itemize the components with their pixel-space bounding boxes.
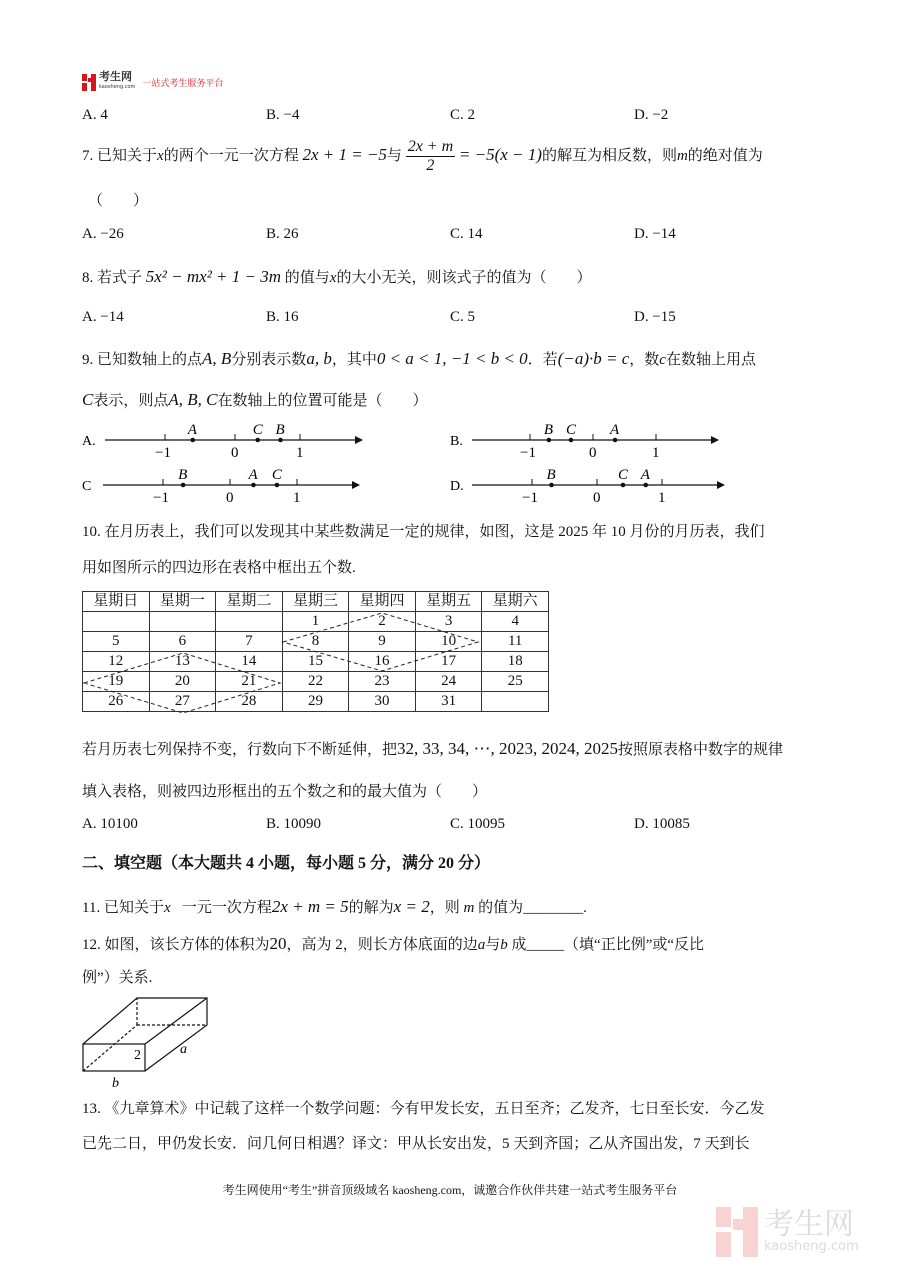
q12-stem: 12. 如图，该长方体的体积为20，高为 2，则长方体底面的边a与b 成_____（填“正比例”或“反比	[82, 934, 705, 953]
side-a-label: a	[180, 1042, 187, 1057]
q11-stem: 11. 已知关于x 一元一次方程2x + m = 5的解为x = 2，则 m 的值为________.	[82, 897, 587, 916]
q10-line3: 若月历表七列保持不变，行数向下不断延伸，把32, 33, 34, ⋯, 2023, 2024, 2025按照原表格中数字的规律	[82, 739, 784, 758]
point-C	[255, 438, 260, 443]
point-label: B	[546, 467, 556, 483]
option-b: B. 16	[266, 309, 299, 325]
header-cell: 星期一	[149, 592, 216, 612]
number-line	[82, 422, 363, 461]
date-cell: 4	[482, 612, 549, 632]
date-cell: 17	[415, 652, 482, 672]
q13-line2: 已先二日，甲仍发长安．问几何日相遇？译文：甲从长安出发，5 天到齐国；乙从齐国出发，7 天到长	[82, 1136, 750, 1152]
point-C	[569, 438, 574, 443]
date-cell: 8	[282, 632, 349, 652]
answer-paren: （ ）	[88, 193, 149, 209]
date-cell: 28	[216, 692, 283, 712]
point-A	[643, 483, 648, 488]
option-label: C	[82, 479, 92, 494]
date-cell: 18	[482, 652, 549, 672]
point-B	[278, 438, 283, 443]
logo-text: 考生网 kaosheng.com	[99, 70, 136, 90]
option-label: A.	[82, 434, 96, 449]
date-cell: 5	[83, 632, 150, 652]
date-cell: 1	[282, 612, 349, 632]
watermark: 考生网 kaosheng.com	[716, 1207, 859, 1257]
table-header-row	[83, 592, 549, 612]
option-label: D.	[450, 479, 464, 494]
point-label: A	[640, 467, 650, 483]
option-d: D. −2	[634, 107, 669, 123]
point-C	[275, 483, 280, 488]
date-cell: 7	[216, 632, 283, 652]
tick-label: −1	[153, 490, 169, 506]
option-label: B.	[450, 434, 463, 449]
tick-label: 1	[652, 445, 660, 461]
calendar-table	[82, 591, 549, 712]
fraction: $\frac{2x + m}{2}$	[407, 138, 454, 174]
q9-stem-line1: 9. 已知数轴上的点A, B分别表示数a, b，其中0 < a < 1, −1 < b < 0．若(−a)·b = c，数c在数轴上用点	[82, 349, 756, 368]
point-label: A	[187, 422, 197, 438]
side-b-label: b	[112, 1076, 119, 1091]
tick-label: 0	[593, 490, 601, 506]
date-cell	[149, 612, 216, 632]
point-label: C	[565, 422, 576, 438]
date-cell: 13	[149, 652, 216, 672]
date-cell: 3	[415, 612, 482, 632]
date-cell: 25	[482, 672, 549, 692]
point-label: A	[610, 422, 620, 438]
arrow-icon	[711, 436, 719, 444]
option-d: D. −14	[634, 226, 676, 242]
date-cell: 16	[349, 652, 416, 672]
height-label: 2	[134, 1048, 141, 1063]
arrow-icon	[352, 481, 360, 489]
date-cell: 23	[349, 672, 416, 692]
date-cell: 30	[349, 692, 416, 712]
section-heading: 二、填空题（本大题共 4 小题，每小题 5 分，满分 20 分）	[82, 855, 491, 872]
point-A	[251, 483, 256, 488]
tick-label: 1	[658, 490, 666, 506]
date-cell: 15	[282, 652, 349, 672]
date-cell: 24	[415, 672, 482, 692]
date-cell	[83, 612, 150, 632]
header-cell: 星期日	[83, 592, 150, 612]
option-a: A. −26	[82, 226, 124, 242]
option-c: C. 5	[450, 309, 476, 325]
table-row	[83, 632, 549, 652]
site-logo[interactable]	[82, 72, 223, 92]
date-cell: 27	[149, 692, 216, 712]
option-c: C. 10095	[450, 816, 506, 832]
point-label: C	[618, 467, 629, 483]
date-cell: 19	[83, 672, 150, 692]
q10-line4: 填入表格，则被四边形框出的五个数之和的最大值为（ ）	[82, 784, 488, 800]
q10-line2: 用如图所示的四边形在表格中框出五个数.	[82, 560, 356, 576]
q12-line2: 例”）关系.	[82, 970, 153, 986]
point-label: B	[275, 422, 285, 438]
date-cell: 14	[216, 652, 283, 672]
arrow-icon	[355, 436, 363, 444]
date-cell: 9	[349, 632, 416, 652]
table-row	[83, 672, 549, 692]
option-d: D. 10085	[634, 816, 690, 832]
header-cell: 星期四	[349, 592, 416, 612]
date-cell	[482, 692, 549, 712]
point-label: A	[248, 467, 258, 483]
q7-stem: 7. 已知关于x的两个一元一次方程 2x + 1 = −5与 $\frac{2x + m}{2}$ = −5(x − 1)的解互为相反数，则m的绝对值为	[82, 138, 763, 174]
date-cell: 22	[282, 672, 349, 692]
header-cell: 星期二	[216, 592, 283, 612]
option-c: C. 2	[450, 107, 476, 123]
date-cell: 31	[415, 692, 482, 712]
table-row	[83, 652, 549, 672]
cuboid-figure	[78, 992, 218, 1092]
date-cell: 11	[482, 632, 549, 652]
point-label: C	[271, 467, 282, 483]
date-cell: 12	[83, 652, 150, 672]
date-cell: 21	[216, 672, 283, 692]
tick-label: 1	[293, 490, 301, 506]
date-cell: 10	[415, 632, 482, 652]
point-C	[621, 483, 626, 488]
tick-label: 1	[296, 445, 304, 461]
option-a: A. 4	[82, 107, 108, 123]
slogan: 一站式考生服务平台	[142, 78, 224, 89]
date-cell: 2	[349, 612, 416, 632]
date-cell: 6	[149, 632, 216, 652]
date-cell	[216, 612, 283, 632]
point-A	[613, 438, 618, 443]
q13-line1: 13. 《九章算术》中记载了这样一个数学问题：今有甲发长安，五日至齐；乙发齐，七日至长安．今乙发	[82, 1101, 765, 1117]
header-cell: 星期六	[482, 592, 549, 612]
point-label: B	[543, 422, 554, 438]
header-cell: 星期三	[282, 592, 349, 612]
option-d: D. −15	[634, 309, 676, 325]
point-A	[190, 438, 195, 443]
table-row	[83, 612, 549, 632]
option-a: A. −14	[82, 309, 124, 325]
point-label: B	[178, 467, 188, 483]
number-line-options	[0, 410, 900, 510]
option-b: B. 26	[266, 226, 299, 242]
tick-label: 0	[231, 445, 239, 461]
footer-text: 考生网使用“考生”拼音顶级域名 kaosheng.com，诚邀合作伙伴共建一站式考生服务平台	[222, 1183, 678, 1197]
q9-stem-line2: C表示，则点A, B, C在数轴上的位置可能是（ ）	[82, 390, 428, 409]
point-label: C	[252, 422, 263, 438]
header-cell: 星期五	[415, 592, 482, 612]
q10-line1: 10. 在月历表上，我们可以发现其中某些数满足一定的规律，如图，这是 2025 年 10 月份的月历表，我们	[82, 524, 765, 540]
tick-label: 0	[226, 490, 234, 506]
logo-mark-icon	[82, 74, 96, 91]
date-cell: 20	[149, 672, 216, 692]
point-B	[547, 438, 552, 443]
watermark-logo-icon	[716, 1207, 758, 1257]
arrow-icon	[717, 481, 725, 489]
date-cell: 29	[282, 692, 349, 712]
date-cell: 26	[83, 692, 150, 712]
number-line	[450, 422, 719, 461]
option-b: B. 10090	[266, 816, 322, 832]
point-B	[549, 483, 554, 488]
tick-label: −1	[522, 490, 538, 506]
option-a: A. 10100	[82, 816, 138, 832]
option-c: C. 14	[450, 226, 483, 242]
table-row	[83, 692, 549, 712]
number-line	[450, 467, 725, 506]
tick-label: −1	[520, 445, 536, 461]
point-B	[181, 483, 186, 488]
q8-stem: 8. 若式子 5x² − mx² + 1 − 3m 的值与x的大小无关，则该式子的值为（ ）	[82, 267, 592, 286]
number-line	[82, 467, 360, 506]
tick-label: −1	[155, 445, 171, 461]
option-b: B. −4	[266, 107, 300, 123]
tick-label: 0	[589, 445, 597, 461]
